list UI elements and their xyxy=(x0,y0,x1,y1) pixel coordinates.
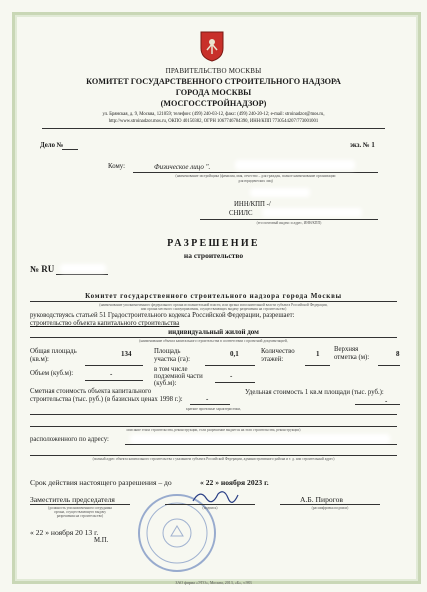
redaction xyxy=(60,264,106,273)
param-line xyxy=(378,365,400,366)
cost-label: Сметная стоимость объекта капитального строительства (тыс. руб.) (в базисных ценах 1998 г.): xyxy=(30,388,183,403)
authority-note-1: (наименование уполномоченного федерального органа исполнительной власти, или органа исполнительной власти субъекта Российской Федерации, xyxy=(99,303,328,307)
recipient-note-2: для юридических лиц) xyxy=(238,179,273,183)
redaction xyxy=(262,208,362,217)
contacts-line1: ул. Брянская, д. 9, Москва, 121059; телефон: (499) 240-03-12, факс: (499) 240-20-12; e-mail: stroinadzor@mos.ru, xyxy=(102,112,325,117)
underground-value: - xyxy=(230,372,233,380)
stage-note: описание этапа строительства, реконструкции, если разрешение выдается на этап строительства, реконструкции) xyxy=(126,428,301,432)
authority-line xyxy=(30,301,397,302)
object-type: индивидуальный жилой дом xyxy=(168,328,259,336)
object-line xyxy=(30,337,397,338)
authority-note-2: или органа местного самоуправления, осуществляющих выдачу разрешения на строительство) xyxy=(140,307,287,311)
issue-date: « 22 » ноября 20 13 г. xyxy=(30,528,99,537)
case-label: Дело № xyxy=(40,142,64,149)
param-line xyxy=(215,382,255,383)
committee-title-line1: КОМИТЕТ ГОСУДАРСТВЕННОГО СТРОИТЕЛЬНОГО НАДЗОРА xyxy=(86,77,341,86)
signature-note: (подпись) xyxy=(202,506,218,510)
address-line xyxy=(200,219,378,220)
total-area-label: Общая площадь (кв.м): xyxy=(30,348,77,363)
contacts-line2: http://www.stroinadzor.mos.ru, ОКПО 40150382, ОГРН 1067746784390, ИНН/КПП 7730544207/773001001 xyxy=(108,119,319,124)
redaction xyxy=(130,434,390,444)
signature-line xyxy=(165,504,255,505)
construction-text: строительство объекта капитального строительства xyxy=(30,320,180,327)
redaction xyxy=(235,160,355,170)
object-note: (наименование объекта капитального строительства в соответствии с проектной документацией, xyxy=(139,339,288,343)
permit-number: № RU xyxy=(30,264,55,274)
position-note-1: (должность уполномоченного сотрудника xyxy=(48,506,112,510)
guided-by-text: руководствуясь статьей 51 Градостроительного кодекса Российской Федерации, разрешает: xyxy=(30,312,295,319)
recipient-note-1: (наименование застройщика (фамилия, имя, отчество – для граждан, полное наименование организации xyxy=(175,174,336,178)
document-subtitle: на строительство xyxy=(183,251,244,260)
plot-area-label: Площадь участка (га): xyxy=(154,348,190,363)
stamp-place: М.П. xyxy=(94,537,109,544)
param-line xyxy=(85,365,143,366)
snils-label: СНИЛС xyxy=(229,210,253,217)
permit-number-line xyxy=(56,274,108,275)
other-note: краткие проектные характеристики, xyxy=(185,407,241,411)
param-line xyxy=(30,414,397,415)
committee-abbr: (МОСГОССТРОЙНАДЗОР) xyxy=(160,99,267,108)
signer-name: А.Б. Пирогов xyxy=(300,495,343,504)
case-number-line xyxy=(62,149,78,150)
copy-number: экз. № 1 xyxy=(350,142,375,149)
position-note-2: органа, осуществляющего выдачу xyxy=(53,510,107,514)
volume-label: Объем (куб.м): xyxy=(30,370,74,377)
printer-note: ЗАО фирма «ЭТО», Москва, 2013, «Б», з.983 xyxy=(175,580,252,585)
document-title: РАЗРЕШЕНИЕ xyxy=(167,238,260,249)
top-mark-label: Верхняя отметка (м): xyxy=(334,346,370,361)
param-line xyxy=(190,404,230,405)
volume-value: - xyxy=(110,370,113,378)
recipient-name: Физическое лицо ". xyxy=(154,163,211,171)
government-title: ПРАВИТЕЛЬСТВО МОСКВЫ xyxy=(165,67,262,75)
location-note: (полный адрес объекта капитального строительства с указанием субъекта Российской Федерации, административного района и т. д. или строительный адрес) xyxy=(92,457,335,461)
position-note-3: разрешения на строительство) xyxy=(56,514,104,518)
top-mark-value: 8 xyxy=(396,350,400,358)
param-line xyxy=(305,365,330,366)
plot-area-value: 0,1 xyxy=(230,350,239,358)
redaction xyxy=(250,188,310,197)
underground-label: в том числе подземной части (куб.м): xyxy=(154,366,203,387)
name-line xyxy=(280,504,380,505)
signer-position: Заместитель председателя xyxy=(30,495,115,504)
total-area-value: 134 xyxy=(121,350,132,358)
location-label: расположенного по адресу: xyxy=(30,436,109,443)
recipient-name-line xyxy=(133,172,378,173)
validity-date: « 22 » ноября 2023 г. xyxy=(200,478,269,487)
authority-name: Комитет государственного строительного надзора города Москвы xyxy=(85,292,342,300)
param-line xyxy=(85,380,143,381)
recipient-label: Кому: xyxy=(108,163,125,170)
unit-cost-value: - xyxy=(385,397,388,405)
unit-cost-label: Удельная стоимость 1 кв.м площади (тыс. руб.): xyxy=(245,389,384,396)
position-line xyxy=(30,504,130,505)
address-note: (его почтовый индекс и адрес, ИНН/КПП) xyxy=(256,221,322,225)
param-line xyxy=(355,404,400,405)
moscow-coat-of-arms-icon xyxy=(199,30,225,62)
validity-label: Срок действия настоящего разрешения – до xyxy=(30,478,172,487)
cost-value: - xyxy=(206,395,209,403)
inn-label: ИНН/КПП -/ xyxy=(234,201,271,208)
floors-label: Количество этажей: xyxy=(261,348,295,363)
name-note: (расшифровка подписи) xyxy=(311,506,349,510)
committee-title-line2: ГОРОДА МОСКВЫ xyxy=(175,88,252,97)
floors-value: 1 xyxy=(316,350,320,358)
header-divider xyxy=(42,128,385,129)
param-line xyxy=(30,426,397,427)
location-line xyxy=(30,455,397,456)
location-line xyxy=(125,444,397,445)
